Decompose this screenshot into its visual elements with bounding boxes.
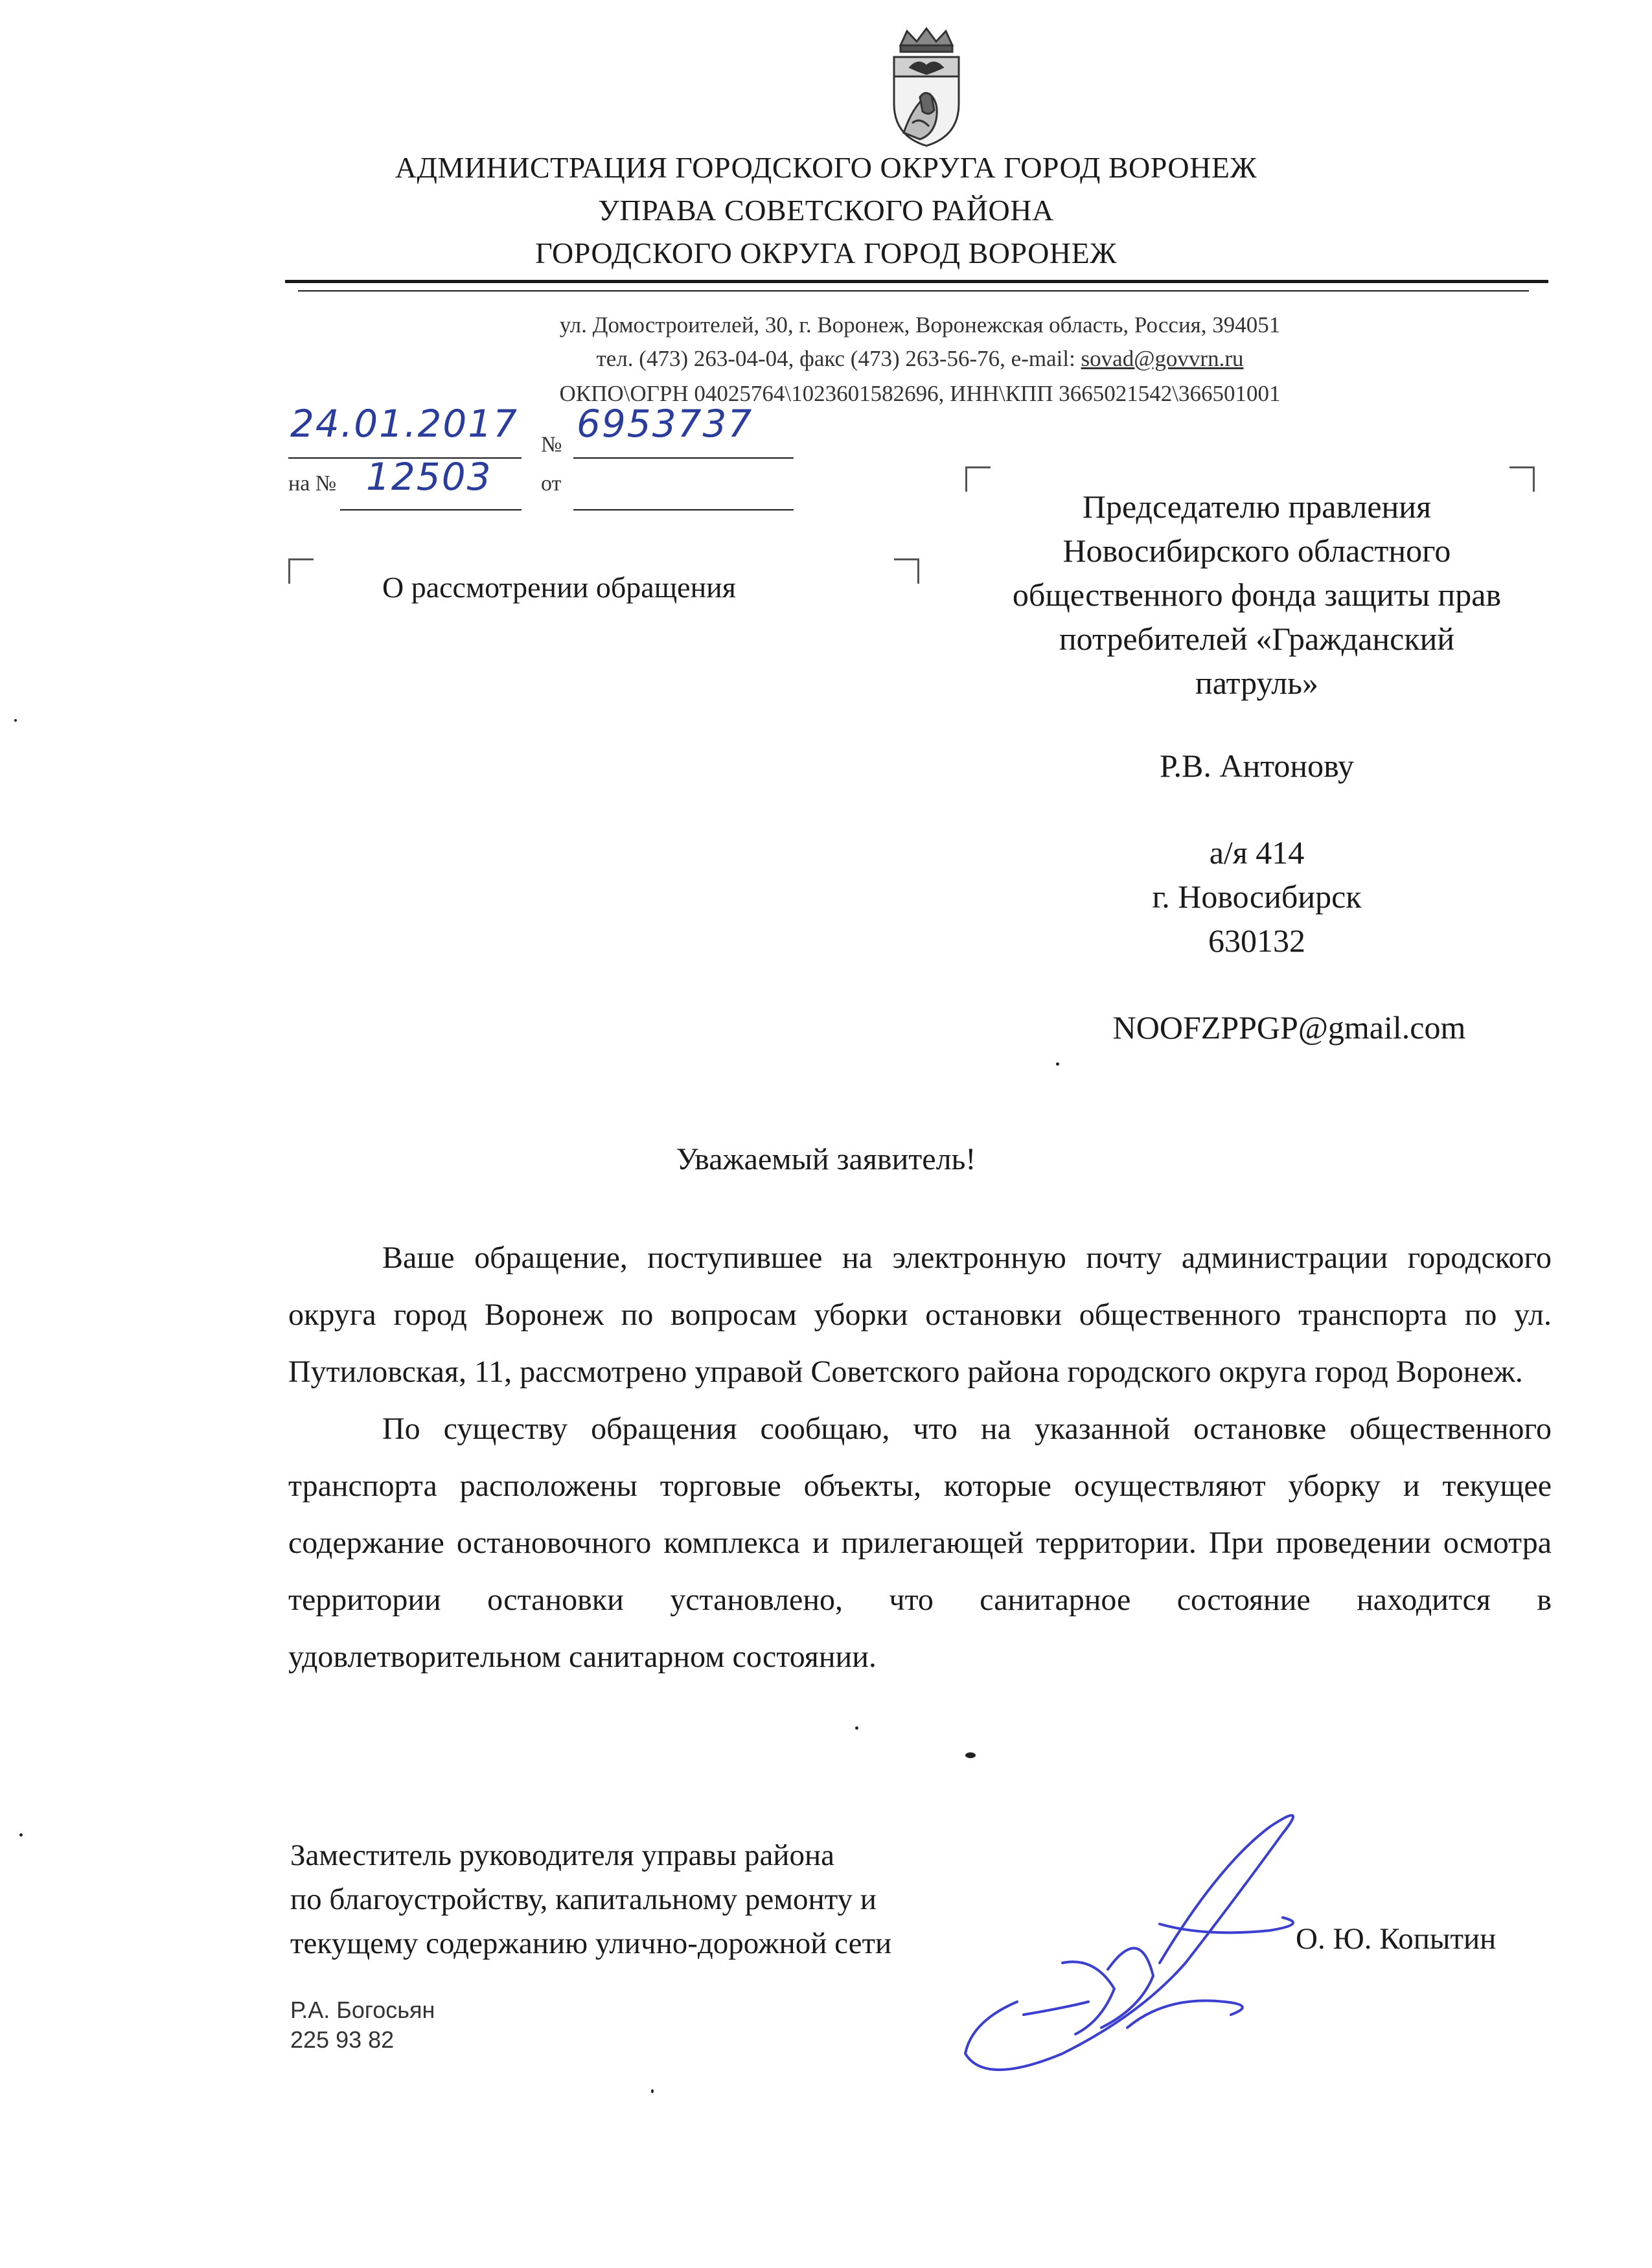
reference-date-underline (573, 509, 794, 510)
scan-speck (14, 719, 17, 722)
body-paragraph-1: Ваше обращение, поступившее на электронную почту администрации городского округа город Воронеж по вопросам уборки остановки общественного транспорта по ул. Путиловская, 11, рассмотрено управой Советского района городского округа город Воронеж. (288, 1241, 1552, 1389)
signatory-name: О. Ю. Копытин (1296, 1922, 1497, 1956)
addressee-line-2: Новосибирского областного (1062, 533, 1451, 569)
header-rule-thin (298, 290, 1529, 292)
scan-speck (651, 2089, 654, 2093)
addressee-city: г. Новосибирск (1152, 878, 1362, 915)
signatory-position (290, 1833, 891, 1965)
scan-speck (1056, 1062, 1059, 1066)
header-org-line-2: УПРАВА СОВЕТСКОГО РАЙОНА (598, 194, 1054, 227)
subject-corner-left (288, 558, 314, 584)
signatory-position-line-3: текущему содержанию улично-дорожной сети (290, 1927, 892, 1960)
subject-corner-right (894, 558, 919, 584)
reference-from-label: от (541, 472, 562, 496)
header-rule-thick (285, 280, 1548, 283)
body-paragraph-2: По существу обращения сообщаю, что на указанной остановке общественного транспорта расположены торговые объекты, которые осуществляют уборку и текущее содержание остановочного комплекса и прилегающей территории. При проведении осмотра территории остановки установлено, что санитарное состояние находится в удовлетворительном санитарном состоянии. (288, 1412, 1552, 1674)
letter-subject: О рассмотрении обращения (382, 571, 736, 604)
addressee-block (965, 485, 1548, 705)
contact-phone-fax: тел. (473) 263-04-04, факс (473) 263-56-76, e-mail: (596, 346, 1081, 371)
addressee-line-4: потребителей «Гражданский (1059, 621, 1455, 657)
header-org-line-1: АДМИНИСТРАЦИЯ ГОРОДСКОГО ОКРУГА ГОРОД ВОРОНЕЖ (395, 151, 1257, 184)
reference-underline (340, 509, 522, 510)
coat-of-arms-emblem (875, 26, 978, 149)
addressee-email: NOOFZPPGP@gmail.com (1112, 1009, 1466, 1046)
scan-speck (19, 1833, 23, 1837)
addressee-postcode: 630132 (1208, 922, 1305, 959)
handwritten-reference-number: 12503 (366, 455, 492, 499)
addressee-line-3: общественного фонда защиты прав (1012, 577, 1502, 613)
addressee-line-5: патруль» (1195, 665, 1318, 701)
addressee-line-1: Председателю правления (1082, 488, 1432, 525)
header-org-line-3: ГОРОДСКОГО ОКРУГА ГОРОД ВОРОНЕЖ (535, 236, 1117, 269)
addressee-name: Р.В. Антонову (1159, 748, 1355, 784)
scan-speck (965, 1752, 976, 1758)
executor-name: Р.А. Богосьян (290, 1997, 435, 2023)
contact-email-link[interactable]: sovad@govvrn.ru (1081, 346, 1244, 371)
reference-number-label: на № (288, 472, 337, 496)
handwritten-signature (946, 1807, 1348, 2092)
executor-info (290, 1995, 435, 2055)
executor-phone: 225 93 82 (290, 2026, 395, 2053)
number-underline (573, 457, 794, 459)
signatory-position-line-2: по благоустройству, капитальному ремонту и (290, 1883, 877, 1916)
scan-speck (855, 1726, 858, 1730)
greeting: Уважаемый заявитель! (676, 1142, 976, 1176)
handwritten-date: 24.01.2017 (290, 402, 519, 446)
signatory-position-line-1: Заместитель руководителя управы района (290, 1838, 834, 1872)
contact-registry-codes: ОКПО\ОГРН 04025764\1023601582696, ИНН\КПП 3665021542\366501001 (559, 381, 1281, 406)
handwritten-outgoing-number: 6953737 (577, 402, 753, 446)
contact-phone-line (363, 346, 1477, 372)
number-label: № (541, 433, 562, 457)
contact-address: ул. Домостроителей, 30, г. Воронеж, Воронежская область, Россия, 394051 (559, 312, 1281, 338)
letter-body (288, 1230, 1552, 1686)
addressee-po-box: а/я 414 (1209, 834, 1305, 871)
